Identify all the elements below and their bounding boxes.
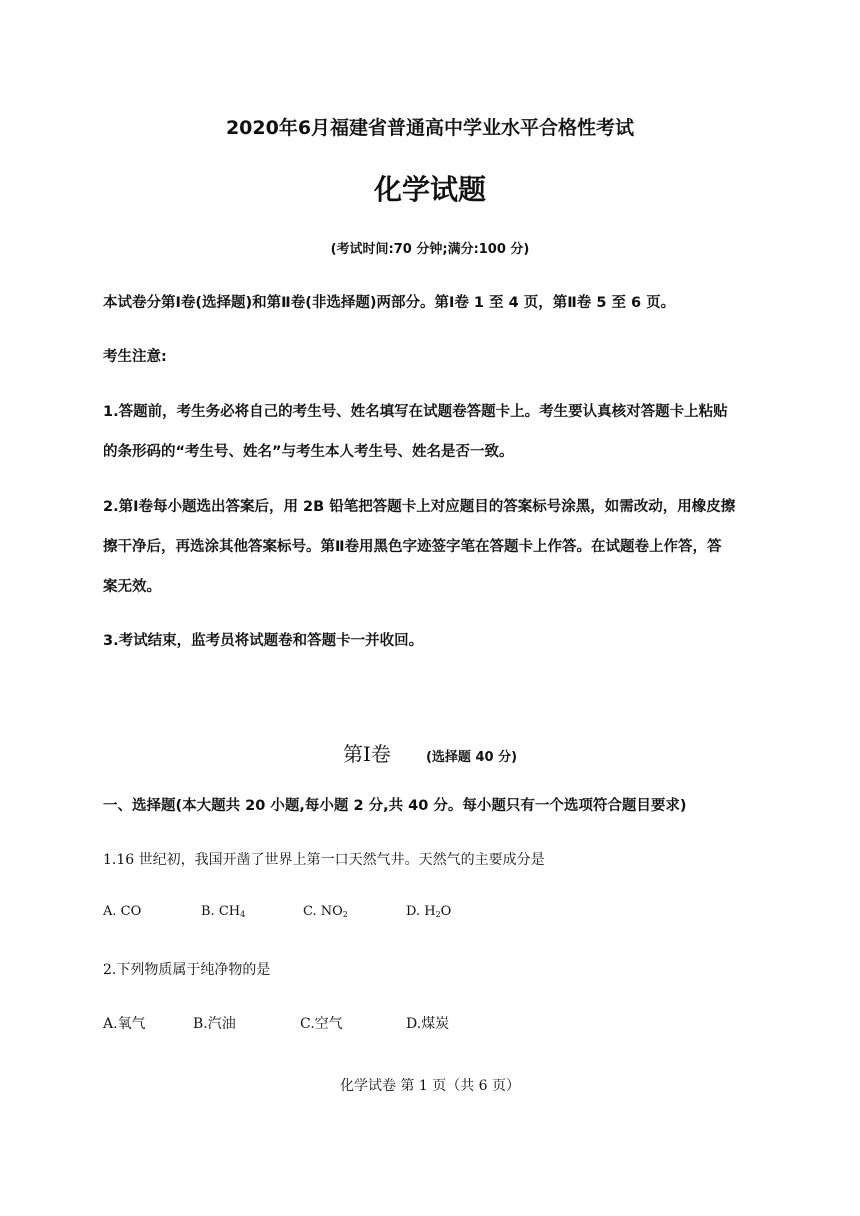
option-value: NO — [320, 904, 343, 919]
question-1-option-a — [103, 904, 141, 919]
option-value: 氧气 — [117, 1016, 146, 1032]
notice-title: 考生注意: — [103, 349, 167, 365]
section-heading — [0, 738, 860, 767]
option-prefix: D. — [406, 904, 425, 919]
section-instructions: 一、选择题(本大题共 20 小题,每小题 2 分,共 40 分。每小题只有一个选项符合题目要求) — [103, 798, 687, 814]
question-2-option-d — [406, 1013, 449, 1033]
option-prefix: B. — [193, 1016, 208, 1032]
exam-time-info: (考试时间:70 分钟;满分:100 分) — [330, 242, 530, 257]
option-value: CH — [218, 904, 241, 919]
question-2-option-a — [103, 1013, 146, 1033]
notice-item-2-line-3: 案无效。 — [103, 579, 161, 595]
page-footer: 化学试卷 第 1 页（共 6 页） — [339, 1078, 521, 1094]
question-1-text: 1.16 世纪初，我国开凿了世界上第一口天然气井。天然气的主要成分是 — [103, 852, 545, 868]
question-1-option-d — [406, 904, 451, 919]
option-subscript: 2 — [342, 910, 348, 919]
notice-item-3: 3.考试结束，监考员将试题卷和答题卡一并收回。 — [103, 633, 424, 649]
option-value: H — [424, 904, 436, 919]
question-1-option-c — [303, 904, 348, 919]
option-value: CO — [120, 904, 142, 919]
notice-item-1-line-1: 1.答题前，考生务必将自己的考生号、姓名填写在试题卷答题卡上。考生要认真核对答题卡上粘贴 — [103, 404, 728, 420]
option-value-tail: O — [440, 904, 452, 919]
question-1-option-b — [201, 904, 245, 919]
option-prefix: C. — [300, 1016, 315, 1032]
paper-description: 本试卷分第Ⅰ卷(选择题)和第Ⅱ卷(非选择题)两部分。第Ⅰ卷 1 至 4 页，第Ⅱ卷 5 至 6 页。 — [103, 295, 676, 311]
question-2-text: 2.下列物质属于纯净物的是 — [103, 962, 271, 978]
exam-title: 2020年6月福建省普通高中学业水平合格性考试 — [225, 117, 635, 139]
option-value: 煤炭 — [421, 1016, 450, 1032]
option-prefix: A. — [103, 904, 121, 919]
notice-item-2-line-2: 擦干净后，再选涂其他答案标号。第Ⅱ卷用黑色字迹签字笔在答题卡上作答。在试题卷上作答，答 — [103, 539, 722, 555]
option-prefix: C. — [303, 904, 321, 919]
notice-item-1-line-2: 的条形码的“考生号、姓名”与考生本人考生号、姓名是否一致。 — [103, 444, 514, 460]
option-prefix: B. — [201, 904, 219, 919]
notice-item-2-line-1: 2.第Ⅰ卷每小题选出答案后，用 2B 铅笔把答题卡上对应题目的答案标号涂黑，如需改动，用橡皮擦 — [103, 499, 736, 515]
question-2-option-c — [300, 1013, 343, 1033]
section-subtitle: (选择题 40 分) — [425, 750, 518, 765]
option-prefix: D. — [406, 1016, 422, 1032]
subject-title: 化学试题 — [373, 173, 486, 206]
question-2-option-b — [193, 1013, 236, 1033]
option-value: 空气 — [314, 1016, 343, 1032]
option-subscript: 2 — [435, 910, 441, 919]
option-subscript: 4 — [240, 910, 246, 919]
section-title: 第Ⅰ卷 — [342, 742, 391, 766]
option-value: 汽油 — [207, 1016, 236, 1032]
option-prefix: A. — [103, 1016, 118, 1032]
